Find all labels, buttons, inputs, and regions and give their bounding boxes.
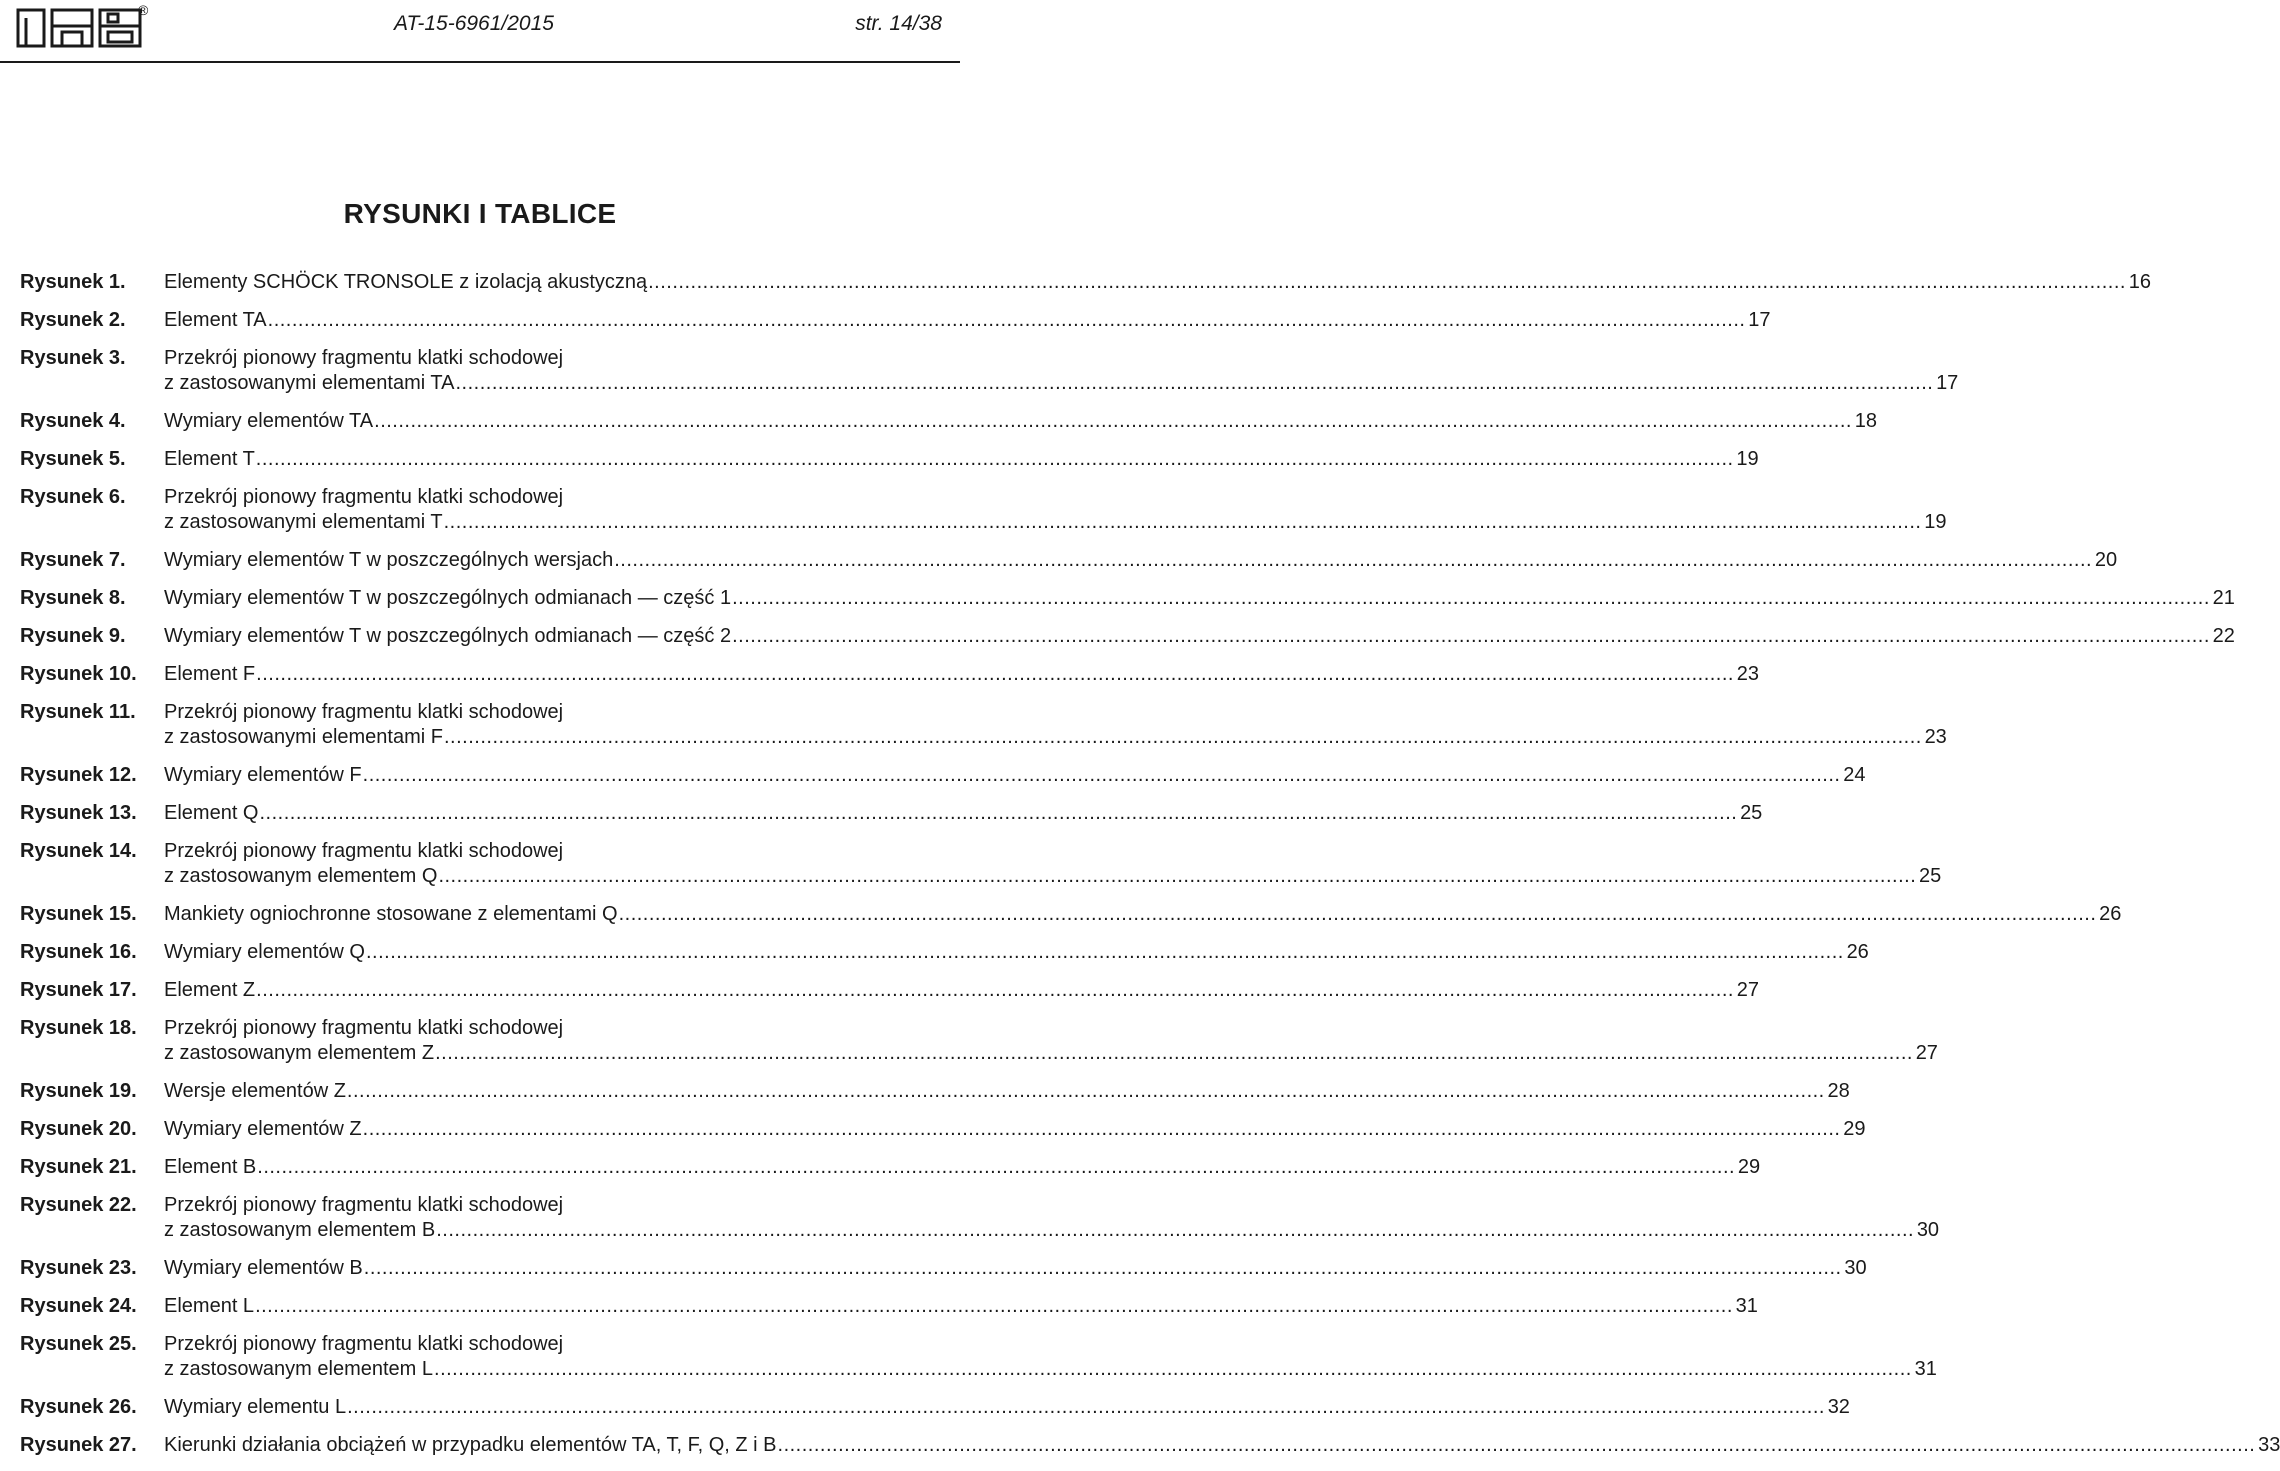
- caption-text: Wersje elementów Z: [164, 1080, 346, 1102]
- toc-entry: [20, 940, 1869, 965]
- figure-caption: [164, 586, 2235, 611]
- caption-text: z zastosowanym elementem Q: [164, 865, 438, 887]
- dot-leader: [444, 725, 1922, 750]
- figure-caption: [164, 270, 2151, 295]
- figure-label: Rysunek 5.: [20, 448, 126, 470]
- caption-line: [164, 548, 2117, 573]
- figure-label: Rysunek 6.: [20, 486, 126, 508]
- figure-caption: [164, 1193, 1939, 1243]
- caption-line: [164, 586, 2235, 611]
- caption-text: Przekrój pionowy fragmentu klatki schodowej: [164, 1017, 564, 1039]
- dot-leader: [363, 763, 1841, 788]
- caption-line: [164, 1218, 1939, 1243]
- caption-text: Element T: [164, 448, 255, 470]
- dot-leader: [364, 1256, 1842, 1281]
- figure-caption: [164, 548, 2117, 573]
- caption-text: Element F: [164, 663, 256, 685]
- caption-text: z zastosowanym elementem L: [164, 1358, 434, 1380]
- toc-entry: [20, 662, 1759, 687]
- toc-entry: [20, 624, 2235, 649]
- page-reference: 27: [1736, 979, 1759, 1001]
- registered-mark: ®: [138, 2, 149, 18]
- figure-label: Rysunek 22.: [20, 1194, 137, 1216]
- figure-label: Rysunek 21.: [20, 1156, 137, 1178]
- toc-entry: [20, 1433, 2280, 1458]
- dot-leader: [435, 1041, 1913, 1066]
- figure-caption: [164, 700, 1947, 750]
- figure-caption: [164, 409, 1877, 434]
- figure-caption: [164, 1117, 1865, 1142]
- caption-line: [164, 270, 2151, 295]
- caption-text: Przekrój pionowy fragmentu klatki schodowej: [164, 701, 564, 723]
- dot-leader: [256, 447, 1734, 472]
- page-reference: 29: [1737, 1156, 1761, 1178]
- figure-caption: [164, 1016, 1938, 1066]
- caption-line: [164, 1357, 1937, 1382]
- toc-entry: [20, 1395, 1850, 1420]
- figure-label: Rysunek 25.: [20, 1333, 137, 1355]
- toc-entry: [20, 763, 1866, 788]
- page-reference: 26: [2099, 903, 2122, 925]
- toc-entry: [20, 308, 1771, 333]
- figure-label: Rysunek 10.: [20, 663, 137, 685]
- figure-label: Rysunek 24.: [20, 1295, 137, 1317]
- caption-line: [164, 1332, 1937, 1357]
- figure-label: Rysunek 14.: [20, 840, 137, 862]
- caption-line: [164, 346, 1958, 371]
- toc-entry: [20, 700, 1947, 750]
- figure-label: Rysunek 9.: [20, 625, 126, 647]
- caption-text: Element TA: [164, 309, 267, 331]
- dot-leader: [259, 801, 1737, 826]
- toc-entry: [20, 1294, 1758, 1319]
- caption-line: [164, 485, 1946, 510]
- figure-label: Rysunek 8.: [20, 587, 126, 609]
- dot-leader: [648, 270, 2126, 295]
- figure-label: Rysunek 11.: [20, 701, 136, 723]
- caption-line: [164, 1395, 1850, 1420]
- figure-caption: [164, 902, 2121, 927]
- figure-caption: [164, 1332, 1937, 1382]
- page-header: [0, 0, 960, 60]
- caption-line: [164, 1193, 1939, 1218]
- figure-label: Rysunek 4.: [20, 410, 126, 432]
- toc-entry: [20, 1155, 1761, 1180]
- dot-leader: [434, 1357, 1912, 1382]
- page-title: RYSUNKI I TABLICE: [343, 198, 617, 229]
- page-reference: 31: [1914, 1358, 1937, 1380]
- page-reference: 19: [1924, 511, 1947, 533]
- dot-leader: [444, 510, 1922, 535]
- caption-line: [164, 1041, 1938, 1066]
- figure-label: Rysunek 23.: [20, 1257, 137, 1279]
- header-divider: [0, 61, 960, 63]
- caption-text: z zastosowanymi elementami TA: [164, 372, 455, 394]
- caption-text: Przekrój pionowy fragmentu klatki schodowej: [164, 1333, 564, 1355]
- page-number: str. 14/38: [855, 12, 942, 35]
- caption-text: Elementy SCHÖCK TRONSOLE z izolacją akustyczną: [164, 271, 648, 293]
- figure-caption: [164, 1395, 1850, 1420]
- caption-line: [164, 308, 1770, 333]
- caption-text: z zastosowanym elementem B: [164, 1219, 436, 1241]
- caption-line: [164, 409, 1877, 434]
- caption-line: [164, 371, 1958, 396]
- toc-entry: [20, 548, 2118, 573]
- toc-entry: [20, 801, 1763, 826]
- dot-leader: [455, 371, 1933, 396]
- caption-line: [164, 1433, 2280, 1458]
- figure-label: Rysunek 27.: [20, 1434, 137, 1456]
- dot-leader: [257, 1155, 1735, 1180]
- caption-text: z zastosowanymi elementami T: [164, 511, 443, 533]
- toc-entry: [20, 1117, 1866, 1142]
- caption-text: Wymiary elementów T w poszczególnych odmianach — część 1: [164, 587, 732, 609]
- caption-line: [164, 725, 1947, 750]
- page-reference: 22: [2212, 625, 2235, 647]
- page-reference: 27: [1915, 1042, 1938, 1064]
- figure-caption: [164, 978, 1759, 1003]
- caption-text: Wymiary elementów F: [164, 764, 362, 786]
- caption-text: Wymiary elementów B: [164, 1257, 363, 1279]
- itb-logo-icon: [16, 4, 156, 50]
- page-reference: 30: [1916, 1219, 1940, 1241]
- caption-line: [164, 1256, 1867, 1281]
- caption-line: [164, 700, 1947, 725]
- figure-label: Rysunek 26.: [20, 1396, 137, 1418]
- figure-label: Rysunek 1.: [20, 271, 126, 293]
- page-reference: 16: [2128, 271, 2151, 293]
- figure-label: Rysunek 13.: [20, 802, 137, 824]
- caption-line: [164, 447, 1759, 472]
- caption-line: [164, 1294, 1758, 1319]
- toc-entry: [20, 902, 2122, 927]
- figure-caption: [164, 1256, 1867, 1281]
- caption-text: Wymiary elementu L: [164, 1396, 347, 1418]
- page-reference: 18: [1854, 410, 1877, 432]
- toc-entry: [20, 978, 1759, 1003]
- toc-entry: [20, 346, 1959, 396]
- page-reference: 17: [1936, 372, 1959, 394]
- dot-leader: [438, 864, 1916, 889]
- caption-line: [164, 624, 2235, 649]
- caption-text: Przekrój pionowy fragmentu klatki schodowej: [164, 1194, 564, 1216]
- figure-label: Rysunek 7.: [20, 549, 126, 571]
- toc-entry: [20, 485, 1947, 535]
- figure-label: Rysunek 17.: [20, 979, 137, 1001]
- toc-entry: [20, 270, 2151, 295]
- figure-label: Rysunek 19.: [20, 1080, 137, 1102]
- page-reference: 24: [1843, 764, 1866, 786]
- figure-label: Rysunek 15.: [20, 903, 137, 925]
- dot-leader: [268, 308, 1746, 333]
- page-reference: 28: [1827, 1080, 1850, 1102]
- caption-text: Wymiary elementów TA: [164, 410, 374, 432]
- caption-line: [164, 839, 1941, 864]
- toc-entry: [20, 1256, 1867, 1281]
- dot-leader: [256, 662, 1734, 687]
- page-reference: 25: [1740, 802, 1763, 824]
- caption-text: Kierunki działania obciążeń w przypadku elementów TA, T, F, Q, Z i B: [164, 1434, 777, 1456]
- figure-label: Rysunek 12.: [20, 764, 137, 786]
- figure-caption: [164, 801, 1762, 826]
- dot-leader: [436, 1218, 1914, 1243]
- figure-caption: [164, 940, 1869, 965]
- caption-line: [164, 1079, 1850, 1104]
- caption-text: Wymiary elementów Z: [164, 1118, 362, 1140]
- figure-caption: [164, 1155, 1760, 1180]
- dot-leader: [619, 902, 2097, 927]
- caption-text: Przekrój pionowy fragmentu klatki schodowej: [164, 347, 564, 369]
- figure-caption: [164, 662, 1759, 687]
- figure-caption: [164, 839, 1941, 889]
- document-number: AT-15-6961/2015: [394, 12, 554, 35]
- toc-entry: [20, 839, 1942, 889]
- caption-line: [164, 978, 1759, 1003]
- caption-line: [164, 864, 1941, 889]
- page-reference: 33: [2258, 1434, 2280, 1456]
- page-reference: 25: [1919, 865, 1942, 887]
- figure-label: Rysunek 18.: [20, 1017, 137, 1039]
- dot-leader: [347, 1395, 1825, 1420]
- figure-label: Rysunek 16.: [20, 941, 137, 963]
- figure-caption: [164, 1294, 1758, 1319]
- caption-text: Element Q: [164, 802, 259, 824]
- toc-entry: [20, 1016, 1938, 1066]
- caption-text: Mankiety ogniochronne stosowane z elementami Q: [164, 903, 618, 925]
- page-reference: 29: [1843, 1118, 1866, 1140]
- toc-entry: [20, 447, 1759, 472]
- page-reference: 21: [2212, 587, 2235, 609]
- caption-text: Przekrój pionowy fragmentu klatki schodowej: [164, 486, 564, 508]
- dot-leader: [363, 1117, 1841, 1142]
- figure-label: Rysunek 20.: [20, 1118, 137, 1140]
- caption-line: [164, 902, 2121, 927]
- figure-caption: [164, 346, 1958, 396]
- toc-entry: [20, 1193, 1940, 1243]
- dot-leader: [732, 624, 2210, 649]
- dot-leader: [347, 1079, 1825, 1104]
- figure-label: Rysunek 2.: [20, 309, 126, 331]
- caption-text: z zastosowanymi elementami F: [164, 726, 443, 748]
- page-reference: 30: [1844, 1257, 1867, 1279]
- page-reference: 20: [2094, 549, 2118, 571]
- figure-caption: [164, 447, 1759, 472]
- figure-caption: [164, 308, 1770, 333]
- caption-text: Element L: [164, 1295, 255, 1317]
- toc-entry: [20, 409, 1877, 434]
- dot-leader: [255, 1294, 1733, 1319]
- caption-text: z zastosowanym elementem Z: [164, 1042, 435, 1064]
- dot-leader: [374, 409, 1852, 434]
- caption-text: Wymiary elementów T w poszczególnych wersjach: [164, 549, 614, 571]
- toc-entry: [20, 1079, 1850, 1104]
- caption-line: [164, 1155, 1760, 1180]
- toc-entry: [20, 1332, 1937, 1382]
- caption-line: [164, 801, 1762, 826]
- dot-leader: [732, 586, 2210, 611]
- itb-logo: [16, 4, 156, 55]
- caption-line: [164, 510, 1946, 535]
- caption-text: Element B: [164, 1156, 257, 1178]
- figure-caption: [164, 1079, 1850, 1104]
- page-reference: 23: [1736, 663, 1759, 685]
- caption-text: Wymiary elementów Q: [164, 941, 365, 963]
- caption-line: [164, 763, 1865, 788]
- caption-line: [164, 662, 1759, 687]
- toc-entry: [20, 586, 2235, 611]
- page-reference: 26: [1846, 941, 1869, 963]
- caption-text: Element Z: [164, 979, 256, 1001]
- figure-label: Rysunek 3.: [20, 347, 126, 369]
- caption-text: Przekrój pionowy fragmentu klatki schodowej: [164, 840, 564, 862]
- figure-caption: [164, 763, 1865, 788]
- dot-leader: [778, 1433, 2256, 1458]
- page-reference: 19: [1736, 448, 1759, 470]
- dot-leader: [614, 548, 2092, 573]
- figure-list: [20, 270, 2280, 1471]
- page-reference: 32: [1827, 1396, 1850, 1418]
- dot-leader: [366, 940, 1844, 965]
- figure-caption: [164, 1433, 2280, 1458]
- figure-caption: [164, 624, 2235, 649]
- dot-leader: [256, 978, 1734, 1003]
- caption-text: Wymiary elementów T w poszczególnych odmianach — część 2: [164, 625, 732, 647]
- page-reference: 31: [1735, 1295, 1758, 1317]
- caption-line: [164, 1016, 1938, 1041]
- page-reference: 17: [1748, 309, 1771, 331]
- page-reference: 23: [1924, 726, 1947, 748]
- caption-line: [164, 940, 1869, 965]
- figure-caption: [164, 485, 1946, 535]
- caption-line: [164, 1117, 1865, 1142]
